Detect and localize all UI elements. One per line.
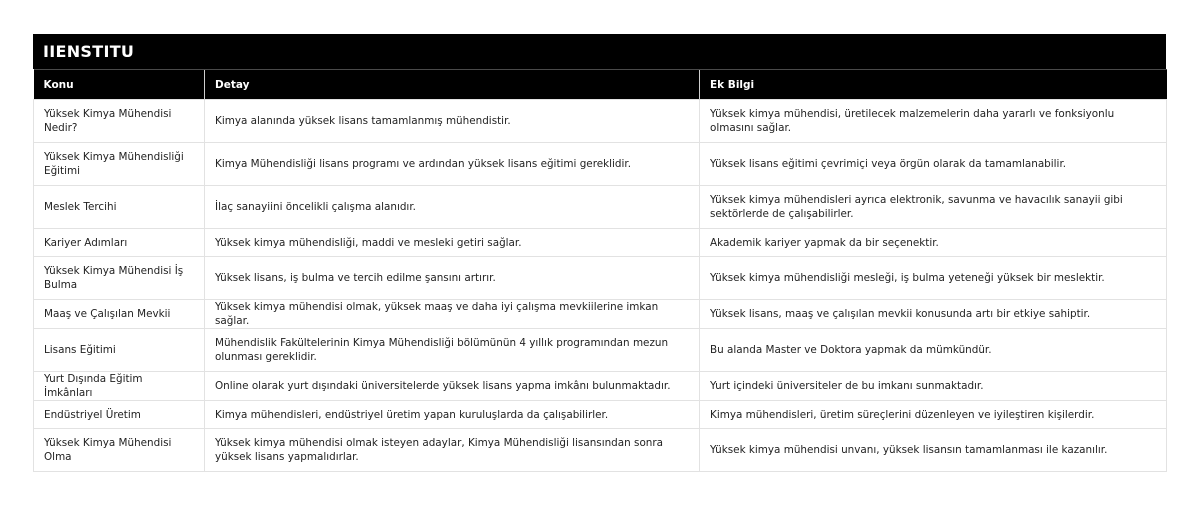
cell-konu: Lisans Eğitimi: [34, 329, 205, 372]
table-row: [34, 257, 1167, 300]
cell-konu: Maaş ve Çalışılan Mevkii: [34, 300, 205, 329]
cell-detay: Yüksek kimya mühendisliği, maddi ve mesleki getiri sağlar.: [205, 229, 700, 257]
cell-ek-bilgi: Yüksek kimya mühendisleri ayrıca elektronik, savunma ve havacılık sanayii gibi sektörlerde de çalışabilirler.: [700, 186, 1167, 229]
cell-konu: Yurt Dışında Eğitim İmkânları: [34, 372, 205, 401]
column-header-ek-bilgi: Ek Bilgi: [700, 70, 1167, 100]
table-row: [34, 186, 1167, 229]
table-container: [33, 34, 1166, 472]
header-row: [34, 70, 1167, 100]
cell-ek-bilgi: Yüksek kimya mühendisi, üretilecek malzemelerin daha yararlı ve fonksiyonlu olmasını sağlar.: [700, 100, 1167, 143]
cell-ek-bilgi: Yüksek lisans eğitimi çevrimiçi veya örgün olarak da tamamlanabilir.: [700, 143, 1167, 186]
cell-ek-bilgi: Yüksek lisans, maaş ve çalışılan mevkii konusunda artı bir etkiye sahiptir.: [700, 300, 1167, 329]
cell-detay: İlaç sanayiini öncelikli çalışma alanıdır.: [205, 186, 700, 229]
table-row: [34, 229, 1167, 257]
cell-konu: Endüstriyel Üretim: [34, 401, 205, 429]
cell-detay: Online olarak yurt dışındaki üniversitelerde yüksek lisans yapma imkânı bulunmaktadır.: [205, 372, 700, 401]
column-header-konu: Konu: [34, 70, 205, 100]
cell-konu: Kariyer Adımları: [34, 229, 205, 257]
cell-detay: Yüksek lisans, iş bulma ve tercih edilme şansını artırır.: [205, 257, 700, 300]
cell-konu: Yüksek Kimya Mühendisi Olma: [34, 429, 205, 472]
cell-detay: Kimya mühendisleri, endüstriyel üretim yapan kuruluşlarda da çalışabilirler.: [205, 401, 700, 429]
cell-konu: Yüksek Kimya Mühendisi İş Bulma: [34, 257, 205, 300]
table-row: [34, 372, 1167, 401]
cell-detay: Kimya alanında yüksek lisans tamamlanmış mühendistir.: [205, 100, 700, 143]
table-row: [34, 300, 1167, 329]
cell-ek-bilgi: Akademik kariyer yapmak da bir seçenektir.: [700, 229, 1167, 257]
info-table: [33, 69, 1167, 472]
cell-detay: Mühendislik Fakültelerinin Kimya Mühendisliği bölümünün 4 yıllık programından mezun olunması gereklidir.: [205, 329, 700, 372]
cell-konu: Yüksek Kimya Mühendisi Nedir?: [34, 100, 205, 143]
table-row: [34, 100, 1167, 143]
cell-ek-bilgi: Bu alanda Master ve Doktora yapmak da mümkündür.: [700, 329, 1167, 372]
table-row: [34, 429, 1167, 472]
cell-detay: Yüksek kimya mühendisi olmak, yüksek maaş ve daha iyi çalışma mevkiilerine imkan sağlar.: [205, 300, 700, 329]
cell-ek-bilgi: Yüksek kimya mühendisliği mesleği, iş bulma yeteneği yüksek bir meslektir.: [700, 257, 1167, 300]
cell-konu: Meslek Tercihi: [34, 186, 205, 229]
cell-ek-bilgi: Yurt içindeki üniversiteler de bu imkanı sunmaktadır.: [700, 372, 1167, 401]
table-row: [34, 401, 1167, 429]
column-header-detay: Detay: [205, 70, 700, 100]
cell-detay: Yüksek kimya mühendisi olmak isteyen adaylar, Kimya Mühendisliği lisansından sonra yüksek lisans yapmalıdırlar.: [205, 429, 700, 472]
cell-ek-bilgi: Yüksek kimya mühendisi unvanı, yüksek lisansın tamamlanması ile kazanılır.: [700, 429, 1167, 472]
cell-ek-bilgi: Kimya mühendisleri, üretim süreçlerini düzenleyen ve iyileştiren kişilerdir.: [700, 401, 1167, 429]
table-row: [34, 329, 1167, 372]
table-title: IIENSTITU: [33, 34, 1166, 69]
table-row: [34, 143, 1167, 186]
cell-detay: Kimya Mühendisliği lisans programı ve ardından yüksek lisans eğitimi gereklidir.: [205, 143, 700, 186]
cell-konu: Yüksek Kimya Mühendisliği Eğitimi: [34, 143, 205, 186]
